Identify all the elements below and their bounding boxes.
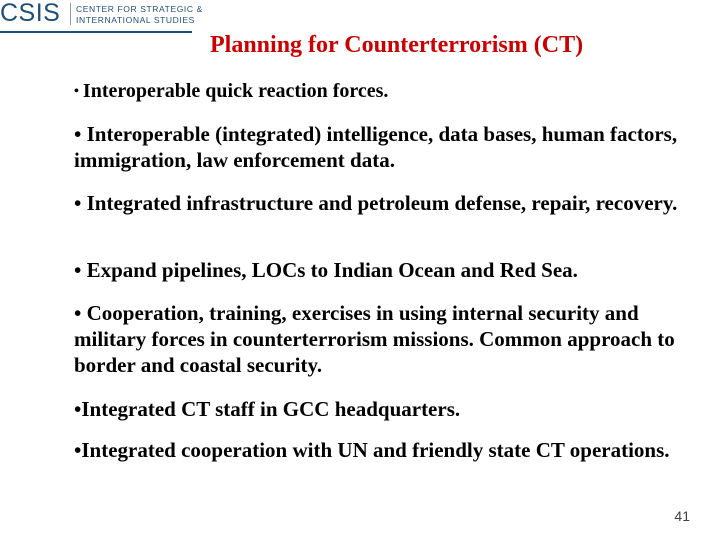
bullet-item: •Integrated cooperation with UN and friendly state CT operations. (74, 438, 670, 462)
bullet-mark: • (74, 84, 79, 99)
page-number: 41 (674, 508, 690, 524)
bullet-text: Interoperable quick reaction forces. (82, 80, 389, 102)
logo-divider (70, 3, 71, 25)
slide-title: Planning for Counterterrorism (CT) (210, 32, 584, 58)
logo-wordmark: CSIS (0, 0, 61, 27)
logo-subtitle-line-2: INTERNATIONAL STUDIES (76, 14, 195, 25)
csis-logo (0, 0, 203, 34)
bullet-item: • Expand pipelines, LOCs to Indian Ocean and Red Sea. (74, 258, 578, 282)
logo-underline (0, 31, 192, 33)
bullet-item: • Cooperation, training, exercises in using internal security and military forces in counterterrorism missions. Common approach to border and coastal security. (74, 301, 675, 377)
bullet-item: • Interoperable (integrated) intelligence, data bases, human factors, immigration, law enforcement data. (74, 122, 678, 172)
bullet-item: •Integrated CT staff in GCC headquarters. (74, 397, 461, 421)
bullet-item: • Integrated infrastructure and petroleum defense, repair, recovery. (74, 191, 678, 215)
logo-subtitle (76, 4, 203, 25)
bullet-item (74, 78, 714, 105)
logo-subtitle-line-1: CENTER FOR STRATEGIC & (76, 4, 203, 14)
